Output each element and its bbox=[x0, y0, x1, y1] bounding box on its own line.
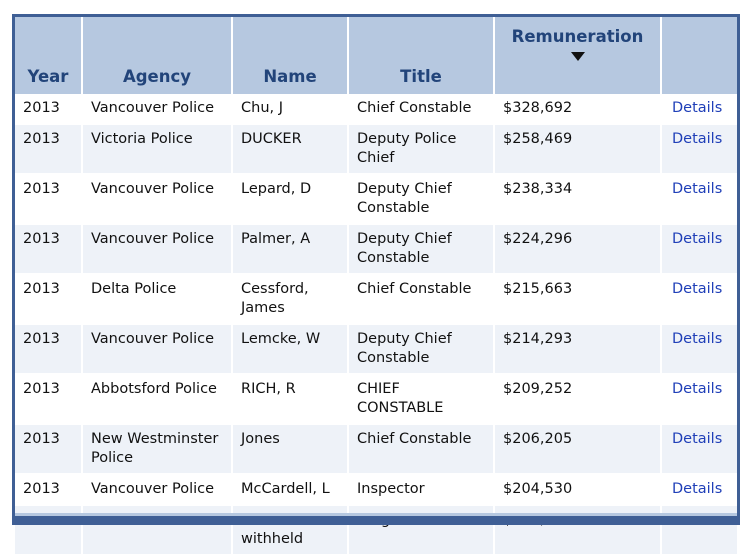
cell-details bbox=[661, 424, 737, 474]
details-link[interactable]: Details bbox=[672, 181, 723, 197]
table-row bbox=[15, 374, 737, 424]
cell-title: Chief Constable bbox=[348, 94, 494, 124]
cell-name: Palmer, A bbox=[232, 224, 348, 274]
cell-agency: Vancouver Police bbox=[82, 474, 232, 505]
cell-year: 2013 bbox=[15, 324, 82, 374]
cell-agency: Vancouver Police bbox=[82, 174, 232, 224]
cell-agency: Vancouver Police bbox=[82, 94, 232, 124]
cell-agency: Abbotsford Police bbox=[82, 374, 232, 424]
cell-agency: Victoria Police bbox=[82, 124, 232, 174]
details-link[interactable]: Details bbox=[672, 431, 723, 447]
details-link[interactable]: Details bbox=[672, 481, 723, 497]
table-row bbox=[15, 424, 737, 474]
cell-name: Lepard, D bbox=[232, 174, 348, 224]
cell-agency: Vancouver Police bbox=[82, 324, 232, 374]
column-header-remuneration-label: Remuneration bbox=[511, 27, 644, 46]
cell-details bbox=[661, 274, 737, 324]
cell-title: Chief Constable bbox=[348, 274, 494, 324]
table-row bbox=[15, 274, 737, 324]
cell-year: 2013 bbox=[15, 274, 82, 324]
details-link[interactable]: Details bbox=[672, 331, 723, 347]
table-row bbox=[15, 224, 737, 274]
cell-remuneration: $206,205 bbox=[494, 424, 661, 474]
table-header bbox=[15, 17, 737, 94]
cell-year: 2013 bbox=[15, 474, 82, 505]
cell-name: RICH, R bbox=[232, 374, 348, 424]
table-row bbox=[15, 94, 737, 124]
cell-agency: New Westminster Police bbox=[82, 424, 232, 474]
table-body bbox=[15, 94, 737, 555]
column-header-agency[interactable]: Agency bbox=[82, 17, 232, 94]
cell-details bbox=[661, 474, 737, 505]
cell-title: Deputy Police Chief bbox=[348, 124, 494, 174]
cell-title: CHIEF CONSTABLE bbox=[348, 374, 494, 424]
cell-year: 2013 bbox=[15, 224, 82, 274]
column-header-remuneration[interactable] bbox=[494, 17, 661, 94]
cell-remuneration: $204,530 bbox=[494, 474, 661, 505]
cell-name: Chu, J bbox=[232, 94, 348, 124]
cell-title: Deputy Chief Constable bbox=[348, 224, 494, 274]
cell-name: DUCKER bbox=[232, 124, 348, 174]
details-link[interactable]: Details bbox=[672, 100, 723, 116]
header-row bbox=[15, 17, 737, 94]
details-link[interactable]: Details bbox=[672, 281, 723, 297]
cell-details bbox=[661, 324, 737, 374]
cell-agency: Vancouver Police bbox=[82, 224, 232, 274]
cell-details bbox=[661, 124, 737, 174]
cell-year: 2013 bbox=[15, 174, 82, 224]
column-header-details bbox=[661, 17, 737, 94]
cell-name: Cessford, James bbox=[232, 274, 348, 324]
cell-title: Deputy Chief Constable bbox=[348, 174, 494, 224]
details-link[interactable]: Details bbox=[672, 381, 723, 397]
cell-remuneration: $214,293 bbox=[494, 324, 661, 374]
cell-details bbox=[661, 94, 737, 124]
table-row bbox=[15, 174, 737, 224]
cell-details bbox=[661, 174, 737, 224]
details-link[interactable]: Details bbox=[672, 131, 723, 147]
cell-remuneration: $224,296 bbox=[494, 224, 661, 274]
column-header-title[interactable]: Title bbox=[348, 17, 494, 94]
cell-details bbox=[661, 374, 737, 424]
cell-title: Chief Constable bbox=[348, 424, 494, 474]
table-row bbox=[15, 474, 737, 505]
cell-name: Lemcke, W bbox=[232, 324, 348, 374]
cell-title: Inspector bbox=[348, 474, 494, 505]
column-header-name[interactable]: Name bbox=[232, 17, 348, 94]
table-footer-border bbox=[15, 516, 737, 525]
cell-year: 2013 bbox=[15, 124, 82, 174]
cell-year: 2013 bbox=[15, 424, 82, 474]
cell-name: withheld bbox=[232, 505, 348, 555]
cell-details bbox=[661, 224, 737, 274]
cell-remuneration: $215,663 bbox=[494, 274, 661, 324]
cell-remuneration: $328,692 bbox=[494, 94, 661, 124]
sort-descending-arrow-icon[interactable] bbox=[571, 52, 585, 61]
cell-title: Deputy Chief Constable bbox=[348, 324, 494, 374]
cell-remuneration: $209,252 bbox=[494, 374, 661, 424]
cell-remuneration: $258,469 bbox=[494, 124, 661, 174]
cell-year: 2013 bbox=[15, 374, 82, 424]
table-row bbox=[15, 324, 737, 374]
cell-name: McCardell, L bbox=[232, 474, 348, 505]
details-link[interactable]: Details bbox=[672, 231, 723, 247]
salary-table bbox=[15, 17, 737, 556]
table-row bbox=[15, 124, 737, 174]
cell-year: 2013 bbox=[15, 94, 82, 124]
cell-name: Jones bbox=[232, 424, 348, 474]
column-header-year[interactable]: Year bbox=[15, 17, 82, 94]
cell-agency: Delta Police bbox=[82, 274, 232, 324]
cell-remuneration: $238,334 bbox=[494, 174, 661, 224]
salary-table-panel bbox=[12, 14, 740, 547]
